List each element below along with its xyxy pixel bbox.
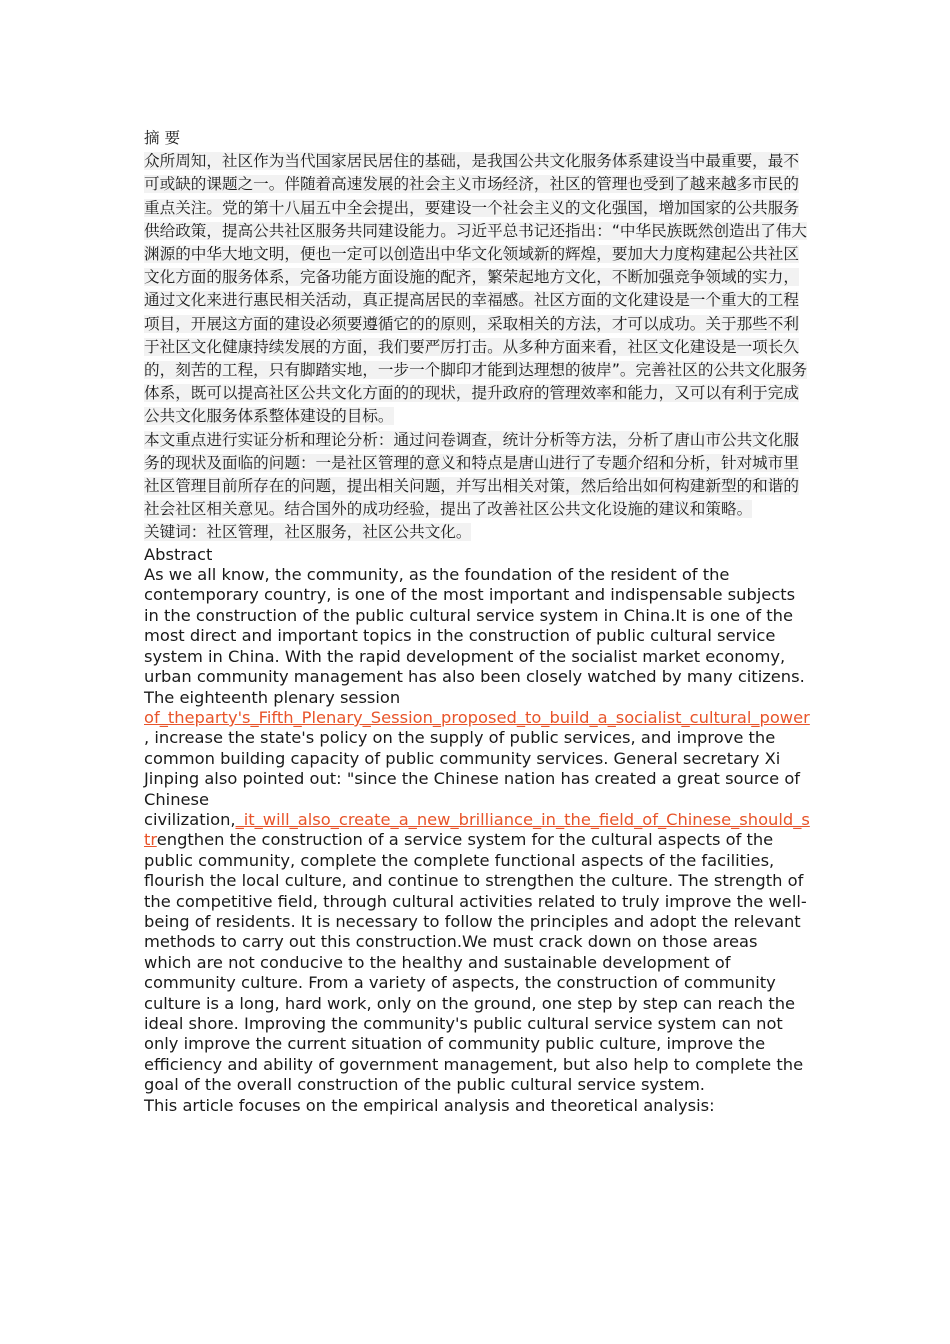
abstract-en-1-flagged-1: of_theparty's_Fifth_Plenary_Session_proposed_to_build_a_socialist_cultural_power <box>144 707 810 727</box>
abstract-paragraph-cn-1-text: 众所周知，社区作为当代国家居民居住的基础，是我国公共文化服务体系建设当中最重要，最不可或缺的课题之一。伴随着高速发展的社会主义市场经济，社区的管理也受到了越来越多市民的重点关注。党的第十八届五中全会提出，要建设一个社会主义的文化强国，增加国家的公共服务供给政策，提高公共社区服务共同建设能力。习近平总书记还指出：“中华民族既然创造出了伟大渊源的中华大地文明，便也一定可以创造出中华文化领域新的辉煌，要加大力度构建起公共社区文化方面的服务体系，完备功能方面设施的配齐，繁荣起地方文化，不断加强竞争领域的实力，通过文化来进行惠民相关活动，真正提高居民的幸福感。社区方面的文化建设是一个重大的工程项目，开展这方面的建设必须要遵循它的的原则，采取相关的方法，才可以成功。关于那些不利于社区文化健康持续发展的方面，我们要严厉打击。从多种方面来看，社区文化建设是一项长久的，刻苦的工程，只有脚踏实地，一步一个脚印才能到达理想的彼岸”。完善社区的公共文化服务体系，既可以提高社区公共文化方面的的现状，提升政府的管理效率和能力，又可以有利于完成公共文化服务体系整体建设的目标。 <box>144 152 808 426</box>
abstract-paragraph-cn-2-text: 本文重点进行实证分析和理论分析：通过问卷调查，统计分析等方法，分析了唐山市公共文化服务的现状及面临的问题：一是社区管理的意义和特点是唐山进行了专题介绍和分析，针对城市里社区管理目前所存在的问题，提出相关问题，并写出相关对策，然后给出如何构建新型的和谐的社会社区相关意见。结合国外的成功经验，提出了改善社区公共文化设施的建议和策略。 <box>144 430 799 519</box>
abstract-paragraph-cn-1 <box>144 150 810 428</box>
abstract-heading-cn: 摘 要 <box>144 129 181 147</box>
document-body <box>144 127 810 1116</box>
keywords-cn-text: 关键词：社区管理，社区服务，社区公共文化。 <box>144 523 472 542</box>
abstract-en-1-part3: engthen the construction of a service system for the cultural aspects of the public community, complete the complete functional aspects of the facilities, flourish the local culture, and continue to strengthen the culture. The strength of the competitive field, through cultural activities related to truly improve the well-being of residents. It is necessary to follow the principles and adopt the relevant methods to carry out this construction.We must crack down on those areas which are not conducive to the healthy and sustainable development of community culture. From a variety of aspects, the construction of community culture is a long, hard work, only on the ground, one step by step can reach the ideal shore. Improving the community's public cultural service system can not only improve the current situation of community public culture, improve the efficiency and ability of government management, but also help to complete the goal of the overall construction of the public cultural service system. <box>144 830 807 1095</box>
abstract-en-1-part2: , increase the state's policy on the supply of public services, and improve the common building capacity of public community services. General secretary Xi Jinping also pointed out: "since the Chinese nation has created a great source of Chinese civilization, <box>144 728 801 829</box>
abstract-heading-en: Abstract <box>144 544 213 564</box>
abstract-paragraph-en-2: This article focuses on the empirical analysis and theoretical analysis: <box>144 1095 715 1115</box>
abstract-paragraph-cn-2 <box>144 429 810 522</box>
keywords-cn <box>144 521 810 544</box>
abstract-en-1-part1: As we all know, the community, as the foundation of the resident of the contemporary country, is one of the most important and indispensable subjects in the construction of the public cultural service system in China.It is one of the most direct and important topics in the construction of public cultural service system in China. With the rapid development of the socialist market economy, urban community management has also been closely watched by many citizens. The eighteenth plenary session <box>144 565 805 707</box>
abstract-en-1-flagged-2: _it_will_also_create_a_new_brilliance_in_the_field_of_Chinese_should_str <box>144 809 810 850</box>
abstract-paragraph-en-1 <box>144 565 810 1096</box>
